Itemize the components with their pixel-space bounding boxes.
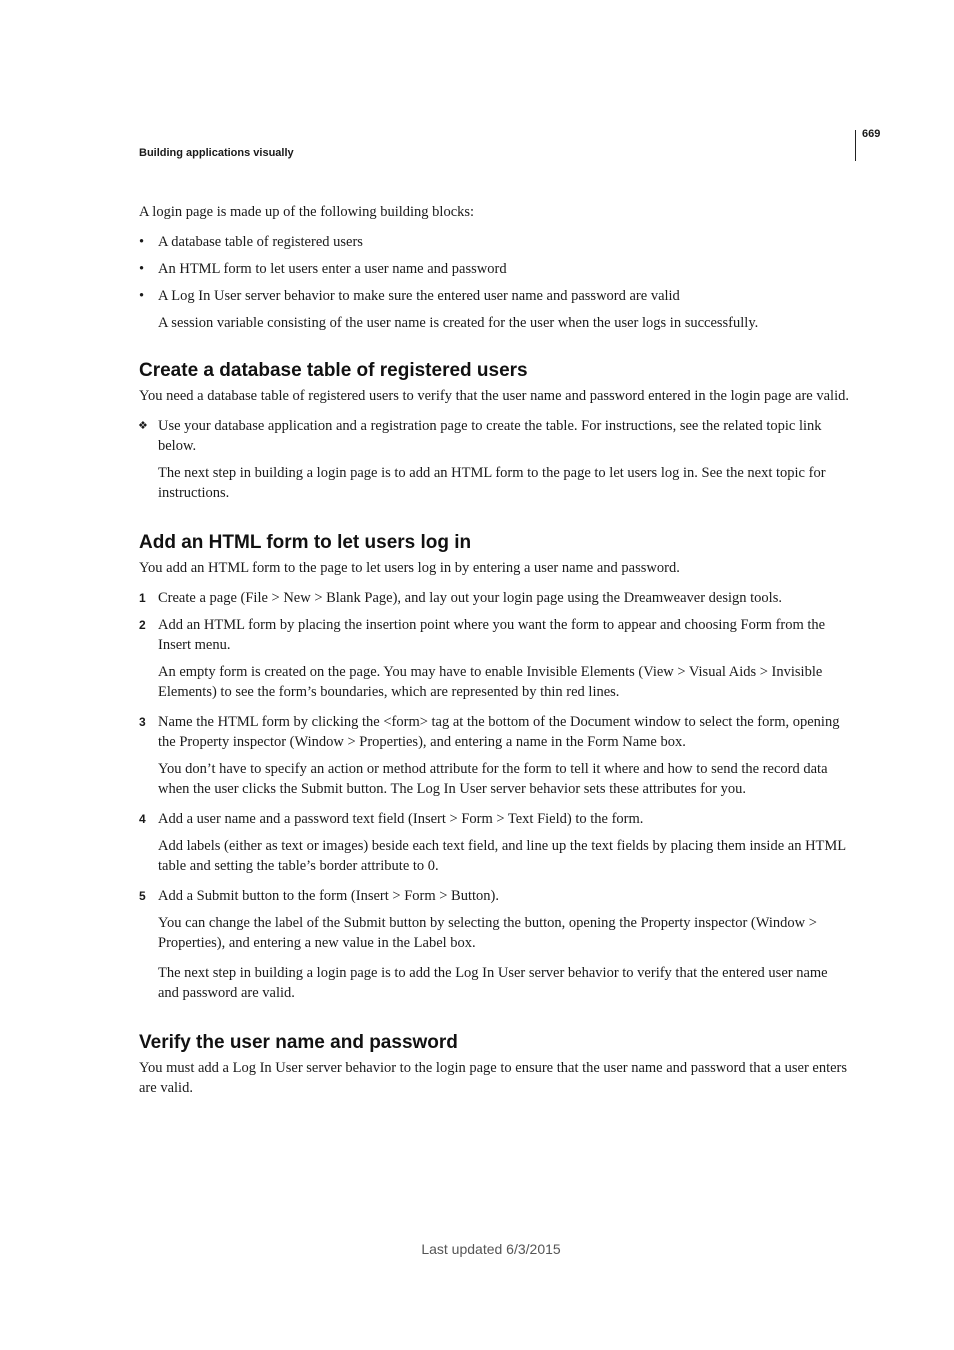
page-number: 669 (862, 128, 881, 140)
step-text: Add a Submit button to the form (Insert > Form > Button). (158, 888, 499, 904)
section-body: You must add a Log In User server behavior to the login page to ensure that the user name and password that a user enters are valid. (139, 1060, 848, 1096)
step-note: Add labels (either as text or images) beside each text field, and line up the text fields by placing them inside an HTML table and setting the table’s border attribute to 0. (158, 838, 846, 874)
step-text: Name the HTML form by clicking the <form> tag at the bottom of the Document window to select the form, opening the Property inspector (Window > Properties), and entering a name in the Form Name box. (158, 714, 840, 750)
procedure-step (139, 416, 851, 456)
footer-last-updated: Last updated 6/3/2015 (421, 1241, 561, 1257)
running-header: Building applications visually (139, 147, 294, 159)
step-note: You can change the label of the Submit button by selecting the button, opening the Property inspector (Window > Properties), and entering a new value in the Label box. (158, 915, 817, 951)
bullet-icon: • (139, 288, 145, 304)
section-heading-verify: Verify the user name and password (139, 1032, 458, 1053)
diamond-bullet-icon: ❖ (138, 420, 148, 432)
step-number: 5 (139, 889, 146, 903)
bullet-text: A Log In User server behavior to make sure the entered user name and password are valid (158, 288, 680, 304)
step-number: 4 (139, 812, 146, 826)
header-rule (855, 130, 856, 161)
page-content (139, 202, 851, 1098)
step-text: Use your database application and a registration page to create the table. For instructions, see the related topic link below. (158, 418, 822, 454)
section-body: You need a database table of registered users to verify that the user name and password entered in the login page are valid. (139, 388, 849, 404)
numbered-step (139, 809, 851, 829)
numbered-step (139, 615, 851, 655)
section-body: You add an HTML form to the page to let users log in by entering a user name and password. (139, 560, 680, 576)
bullet-item (139, 286, 851, 306)
bullet-item (139, 232, 851, 252)
numbered-step (139, 712, 851, 752)
step-number: 3 (139, 715, 146, 729)
step-note: The next step in building a login page is to add an HTML form to the page to let users log in. See the next topic for instructions. (158, 465, 826, 501)
intro-note: A session variable consisting of the user name is created for the user when the user logs in successfully. (158, 315, 759, 331)
step-text: Add a user name and a password text field (Insert > Form > Text Field) to the form. (158, 811, 644, 827)
intro-paragraph: A login page is made up of the following building blocks: (139, 204, 475, 220)
numbered-step (139, 588, 851, 608)
bullet-icon: • (139, 234, 145, 250)
step-text: Add an HTML form by placing the insertion point where you want the form to appear and choosing Form from the Insert menu. (158, 617, 826, 653)
step-number: 1 (139, 591, 146, 605)
step-note: You don’t have to specify an action or method attribute for the form to tell it where and how to send the record data when the user clicks the Submit button. The Log In User server behavior sets these attributes for you. (158, 761, 828, 797)
bullet-icon: • (139, 261, 145, 277)
bullet-item (139, 259, 851, 279)
section-heading-create-table: Create a database table of registered users (139, 360, 528, 381)
bullet-text: An HTML form to let users enter a user name and password (158, 261, 507, 277)
step-number: 2 (139, 618, 146, 632)
step-text: Create a page (File > New > Blank Page), and lay out your login page using the Dreamweaver design tools. (158, 590, 782, 606)
step-note: An empty form is created on the page. You may have to enable Invisible Elements (View > Visual Aids > Invisible Elements) to see the form’s boundaries, which are represented by thin red lines. (158, 664, 823, 700)
bullet-text: A database table of registered users (158, 234, 363, 250)
numbered-step (139, 886, 851, 906)
closing-note: The next step in building a login page is to add the Log In User server behavior to verify that the entered user name and password are valid. (158, 965, 828, 1001)
section-heading-add-form: Add an HTML form to let users log in (139, 532, 472, 553)
